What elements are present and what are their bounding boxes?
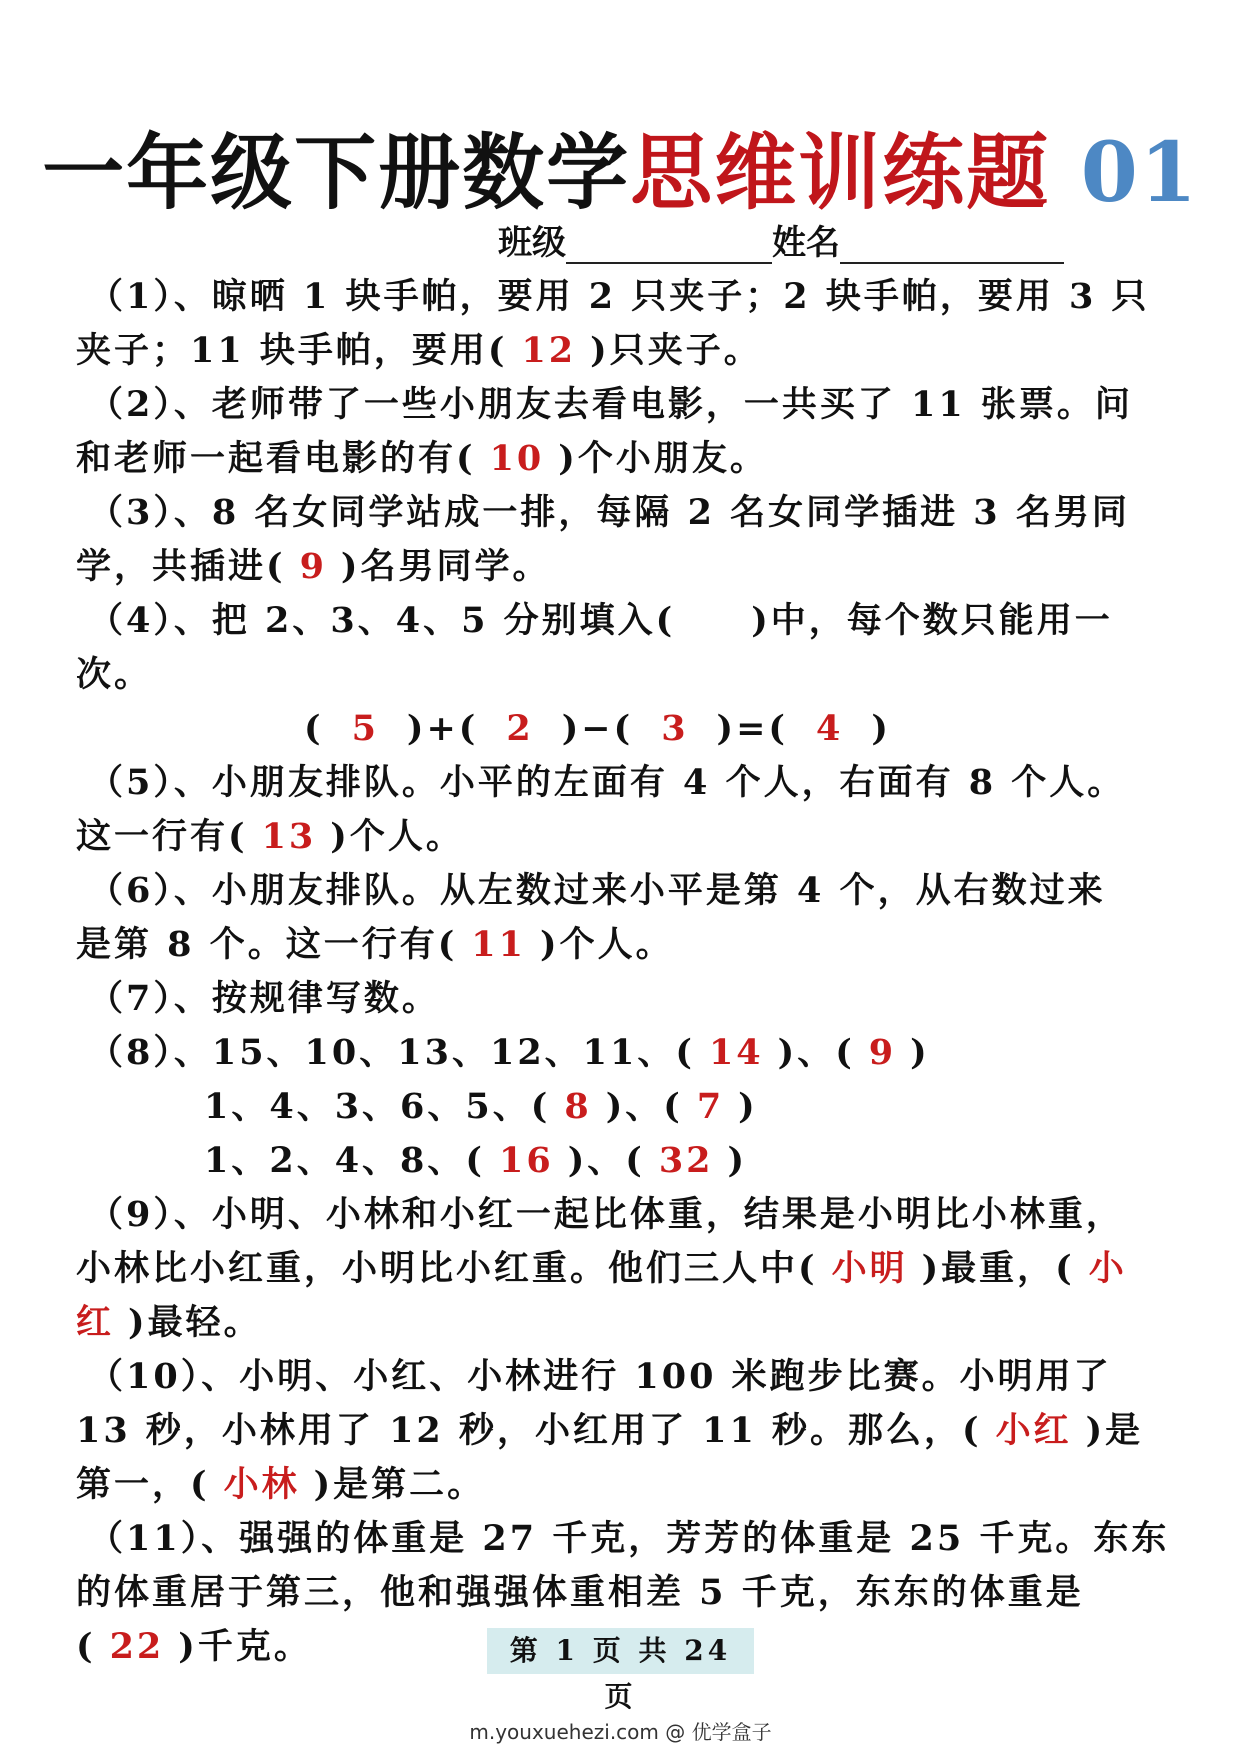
question-5: [76, 756, 1174, 864]
title-part1: 一年级下册数学: [42, 125, 631, 221]
question-text: （9）、小明、小林和小红一起比体重，结果是小明比小林重，: [88, 1194, 1124, 1235]
sequence-text: 1、2、4、8、(: [204, 1140, 485, 1181]
answer: 小: [1088, 1248, 1127, 1289]
answer: 红: [76, 1302, 115, 1343]
question-text: 这一行有(: [76, 816, 248, 857]
answer: 小林: [223, 1464, 300, 1505]
sequence-text: )、(: [567, 1140, 645, 1181]
question-text: 学，共插进(: [76, 546, 286, 587]
name-blank[interactable]: [840, 218, 1064, 264]
page-number: 第 1 页 共 24 页: [487, 1628, 754, 1674]
question-text: （2）、老师带了一些小朋友去看电影，一共买了 11 张票。问: [88, 384, 1133, 425]
sequence-text: 1、4、3、6、5、(: [204, 1086, 551, 1127]
question-1: [76, 270, 1174, 378]
answer: 32: [658, 1140, 714, 1181]
question-7: [76, 972, 1174, 1026]
question-text: 小林比小红重，小明比小红重。他们三人中(: [76, 1248, 818, 1289]
question-2: [76, 378, 1174, 486]
question-text: （1）、晾晒 1 块手帕，要用 2 只夹子；2 块手帕，要用 3 只: [88, 276, 1150, 317]
question-text: （7）、按规律写数。: [88, 978, 440, 1019]
answer: 12: [521, 330, 577, 371]
name-label: 姓名: [772, 223, 840, 263]
question-text: )千克。: [178, 1626, 312, 1667]
answer: 小明: [831, 1248, 908, 1289]
answer: 10: [489, 438, 545, 479]
class-label: 班级: [498, 223, 566, 263]
answer: 3: [661, 708, 689, 749]
question-text: （11）、强强的体重是 27 千克，芳芳的体重是 25 千克。东东: [88, 1518, 1170, 1559]
answer: 小红: [995, 1410, 1072, 1451]
question-text: 夹子；11 块手帕，要用(: [76, 330, 508, 371]
sequence-text: （8）、15、10、13、12、11、(: [88, 1032, 695, 1073]
question-6: [76, 864, 1174, 972]
class-blank[interactable]: [566, 218, 772, 264]
question-text: （3）、8 名女同学站成一排，每隔 2 名女同学插进 3 名男同: [88, 492, 1130, 533]
answer: 5: [351, 708, 379, 749]
answer: 8: [564, 1086, 592, 1127]
equation: [76, 708, 891, 749]
answer: 16: [498, 1140, 554, 1181]
question-text: )个人。: [330, 816, 464, 857]
question-text: （10）、小明、小红、小林进行 100 米跑步比赛。小明用了: [88, 1356, 1112, 1397]
title-part2: 思维训练题: [630, 125, 1051, 221]
sequence-text: )、(: [777, 1032, 855, 1073]
question-text: （4）、把 2、3、4、5 分别填入( )中，每个数只能用一次。: [76, 600, 1113, 695]
answer: 7: [696, 1086, 725, 1127]
answer: 9: [868, 1032, 897, 1073]
questions: [76, 270, 1174, 1674]
question-text: 的体重居于第三，他和强强体重相差 5 千克，东东的体重是: [76, 1572, 1084, 1613]
sequence-text: )、(: [605, 1086, 683, 1127]
answer: 14: [708, 1032, 764, 1073]
question-text: )只夹子。: [590, 330, 762, 371]
equation-part: ): [871, 708, 891, 749]
question-text: （6）、小朋友排队。从左数过来小平是第 4 个，从右数过来: [88, 870, 1106, 911]
student-info: [498, 218, 1064, 264]
question-text: 13 秒，小林用了 12 秒，小红用了 11 秒。那么，(: [76, 1410, 982, 1451]
page-title: [0, 118, 1241, 228]
question-8: [76, 1026, 1174, 1188]
question-text: )最轻。: [128, 1302, 262, 1343]
question-text: 是第 8 个。这一行有(: [76, 924, 458, 965]
title-number: 01: [1080, 125, 1199, 221]
question-text: (: [76, 1626, 96, 1667]
question-text: 和老师一起看电影的有(: [76, 438, 476, 479]
question-text: )个人。: [540, 924, 674, 965]
equation-part: )+(: [406, 708, 479, 749]
question-9: [76, 1188, 1174, 1350]
question-text: （5）、小朋友排队。小平的左面有 4 个人，右面有 8 个人。: [88, 762, 1126, 803]
sequence-text: ): [727, 1140, 748, 1181]
answer: 22: [109, 1626, 165, 1667]
question-text: )最重，(: [921, 1248, 1075, 1289]
equation-part: (: [304, 708, 324, 749]
site-watermark: m.youxuehezi.com @ 优学盒子: [469, 1720, 772, 1744]
equation-part: )−(: [561, 708, 634, 749]
equation-part: )=(: [716, 708, 788, 749]
question-10: [76, 1350, 1174, 1512]
answer: 11: [471, 924, 527, 965]
question-4: [76, 594, 1174, 756]
answer: 2: [506, 708, 534, 749]
question-text: )个小朋友。: [558, 438, 768, 479]
question-text: 第一，(: [76, 1464, 210, 1505]
question-3: [76, 486, 1174, 594]
question-text: )名男同学。: [340, 546, 551, 587]
answer: 13: [261, 816, 317, 857]
sequence-text: ): [910, 1032, 930, 1073]
answer: 9: [299, 546, 327, 587]
sequence-text: ): [738, 1086, 758, 1127]
question-text: )是第二。: [313, 1464, 486, 1505]
answer: 4: [816, 708, 844, 749]
question-text: )是: [1085, 1410, 1144, 1451]
